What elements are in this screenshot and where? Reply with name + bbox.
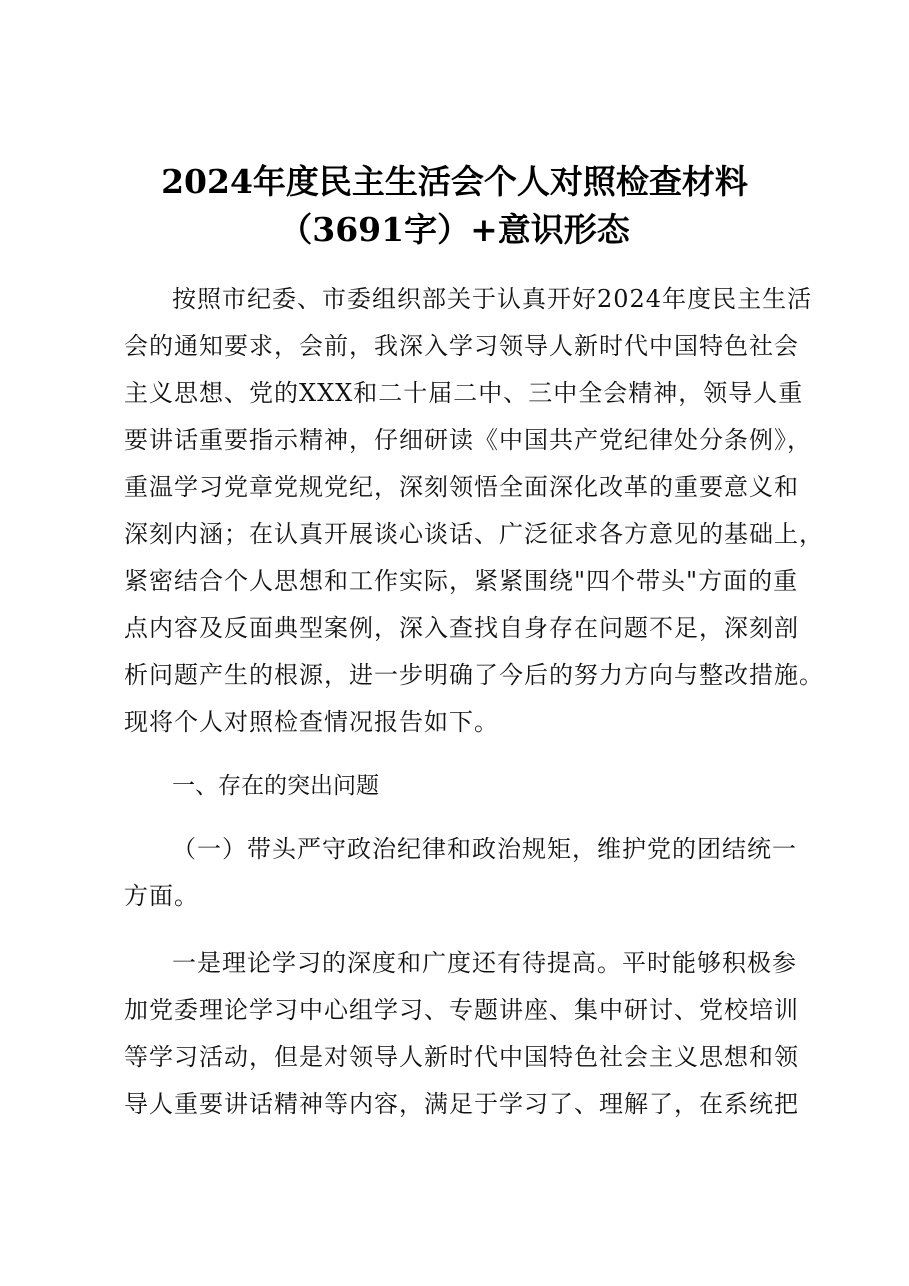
point-line: 等学习活动，但是对领导人新时代中国特色社会主义思想和领 (124, 1043, 799, 1071)
intro-line: 主义思想、党的XXX和二十届二中、三中全会精神，领导人重 (124, 379, 804, 407)
point-1-paragraph (124, 940, 804, 1128)
section-heading: 一、存在的突出问题 (172, 773, 379, 799)
subsection-line: 方面。 (124, 882, 199, 910)
intro-line: 深刻内涵；在认真开展谈心谈话、广泛征求各方意见的基础上， (124, 520, 824, 548)
intro-line: 点内容及反面典型案例，深入查找自身存在问题不足，深刻剖 (124, 614, 799, 642)
point-line: 一是理论学习的深度和广度还有待提高。平时能够积极参 (172, 949, 797, 977)
intro-line: 会的通知要求，会前，我深入学习领导人新时代中国特色社会 (124, 332, 799, 360)
intro-line: 重温学习党章党规党纪，深刻领悟全面深化改革的重要意义和 (124, 473, 799, 501)
intro-line: 紧密结合个人思想和工作实际，紧紧围绕"四个带头"方面的重 (124, 567, 799, 595)
intro-paragraph (124, 276, 824, 746)
intro-line: 要讲话重要指示精神，仔细研读《中国共产党纪律处分条例》， (124, 426, 812, 454)
intro-line: 析问题产生的根源，进一步明确了今后的努力方向与整改措施。 (124, 661, 824, 689)
subsection-paragraph (124, 826, 804, 920)
point-line: 导人重要讲话精神等内容，满足于学习了、理解了，在系统把 (124, 1090, 799, 1118)
subsection-line: （一）带头严守政治纪律和政治规矩，维护党的团结统一 (172, 835, 797, 863)
intro-line: 按照市纪委、市委组织部关于认真开好2024年度民主生活 (172, 285, 813, 313)
document-title-line-1: 2024年度民主生活会个人对照检查材料 (161, 162, 748, 201)
point-line: 加党委理论学习中心组学习、专题讲座、集中研讨、党校培训 (124, 996, 799, 1024)
document-title-line-2: （3691字）+意识形态 (279, 210, 630, 249)
intro-line: 现将个人对照检查情况报告如下。 (124, 708, 499, 736)
